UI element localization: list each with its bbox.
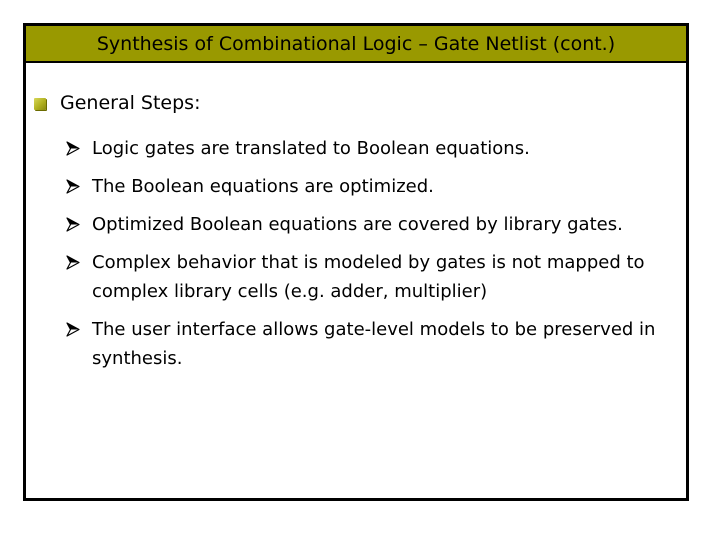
arrow-bullet-icon xyxy=(66,141,80,156)
main-bullet xyxy=(34,92,200,114)
sub-bullet-text: Logic gates are translated to Boolean equations. xyxy=(92,138,530,159)
sub-bullet xyxy=(66,172,686,201)
arrow-bullet-icon xyxy=(66,217,80,232)
title-bar xyxy=(26,26,686,63)
sub-bullet-text: The Boolean equations are optimized. xyxy=(92,176,434,197)
sub-bullet xyxy=(66,315,686,373)
sub-bullet xyxy=(66,248,686,306)
main-bullet-text: General Steps: xyxy=(60,92,201,114)
sub-bullet-text: Optimized Boolean equations are covered by library gates. xyxy=(92,214,623,235)
arrow-bullet-icon xyxy=(66,322,80,337)
square-bullet-icon xyxy=(34,98,46,110)
sub-bullet xyxy=(66,210,686,239)
slide-title: Synthesis of Combinational Logic – Gate Netlist (cont.) xyxy=(96,32,616,55)
sub-bullet xyxy=(66,134,686,163)
arrow-bullet-icon xyxy=(66,255,80,270)
arrow-bullet-icon xyxy=(66,179,80,194)
slide-frame xyxy=(23,23,689,501)
sub-bullet-text: Complex behavior that is modeled by gates is not mapped to complex library cells (e.g. adder, multiplier) xyxy=(92,252,645,302)
sub-bullet-text: The user interface allows gate-level models to be preserved in synthesis. xyxy=(92,319,656,369)
sub-bullet-list xyxy=(66,134,686,382)
